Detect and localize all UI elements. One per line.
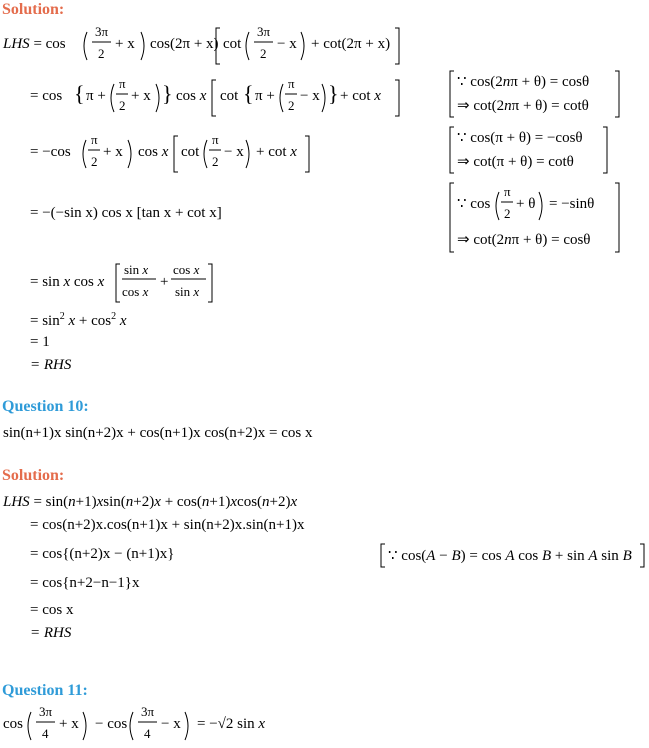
solution1-line3-math xyxy=(30,128,320,178)
svg-text:= −cos: = −cos xyxy=(30,144,71,160)
question11-statement xyxy=(3,700,273,746)
solution2-line3: = cos{(n+2)x − (n+1)x} xyxy=(30,546,175,562)
solution1-line6 xyxy=(30,311,170,331)
svg-text:⇒ cot(2nπ + θ) = cotθ: ⇒ cot(2nπ + θ) = cotθ xyxy=(457,98,589,114)
svg-text:2: 2 xyxy=(119,98,126,113)
svg-text:+ x: + x xyxy=(131,88,151,104)
solution1-note1-math xyxy=(449,70,624,120)
svg-text:2: 2 xyxy=(212,154,219,169)
solution1-note2 xyxy=(449,126,624,176)
svg-text:⇒ cot(2nπ + θ) = cosθ: ⇒ cot(2nπ + θ) = cosθ xyxy=(457,232,591,248)
svg-text:= sin2 x + cos2 x: = $\sin^2 x + \cos^2 x$ xyxy=(30,311,127,329)
svg-text:2: 2 xyxy=(288,98,295,113)
svg-text:= sin x cos x: = sin x cos x xyxy=(30,274,105,290)
svg-text:π: π xyxy=(119,76,126,91)
svg-text:⇒ cot(π + θ) = cotθ: ⇒ cot(π + θ) = cotθ xyxy=(457,154,574,170)
svg-text:4: 4 xyxy=(144,726,151,741)
svg-text:π: π xyxy=(504,184,511,199)
solution1-line6-math xyxy=(30,311,170,331)
svg-text:+ x: + x xyxy=(115,36,135,52)
svg-text:π +: π + xyxy=(86,88,106,104)
svg-text:+: + xyxy=(160,274,169,290)
solution1-line4: = −(−sin x) cos x [tan x + cot x] xyxy=(30,205,222,221)
svg-text:= cos: = cos xyxy=(30,88,63,104)
svg-text:cot: cot xyxy=(181,144,200,160)
svg-text:LHS = cos: LHS = cos xyxy=(3,36,66,52)
solution1-line1-math xyxy=(3,20,403,70)
svg-text:π: π xyxy=(91,132,98,147)
solution2-line1-math xyxy=(3,492,373,512)
solution1-line8: = RHS xyxy=(30,357,72,373)
svg-text:cos x: cos x xyxy=(122,284,149,299)
svg-text:∵ cos(2nπ + θ) = cosθ: ∵ cos(2nπ + θ) = cosθ xyxy=(457,74,590,90)
solution1-note3 xyxy=(449,182,624,254)
svg-text:∵ cos: ∵ cos xyxy=(457,196,491,212)
solution2-line1 xyxy=(3,492,373,512)
svg-text:2: 2 xyxy=(98,46,105,61)
svg-text:}: } xyxy=(162,81,173,106)
svg-text:π +: π + xyxy=(255,88,275,104)
svg-text:+ cot x: + cot x xyxy=(340,88,381,104)
svg-text:3π: 3π xyxy=(95,24,109,39)
solution2-line4: = cos{n+2−n−1}x xyxy=(30,575,140,591)
svg-text:∵ cos(π + θ) = −cosθ: ∵ cos(π + θ) = −cosθ xyxy=(457,130,583,146)
svg-text:{: { xyxy=(243,81,254,106)
solution2-note-math xyxy=(380,543,649,569)
solution1-line7: = 1 xyxy=(30,334,50,350)
svg-text:}: } xyxy=(328,81,339,106)
solution2-line5: = cos x xyxy=(30,602,74,618)
question10-statement: sin(n+1)x sin(n+2)x + cos(n+1)x cos(n+2)x = cos x xyxy=(3,425,313,441)
svg-text:cot: cot xyxy=(223,36,242,52)
solution2-note xyxy=(380,543,649,569)
solution1-note3-math xyxy=(449,182,624,254)
question11-math xyxy=(3,700,273,746)
svg-text:− x: − x xyxy=(161,716,181,732)
svg-text:+ cot x: + cot x xyxy=(256,144,297,160)
svg-text:= −sinθ: = −sinθ xyxy=(549,196,595,212)
solution-heading-1: Solution: xyxy=(2,1,65,18)
svg-text:− x: − x xyxy=(224,144,244,160)
solution1-line3 xyxy=(30,128,320,178)
svg-text:4: 4 xyxy=(42,726,49,741)
solution1-line2-math xyxy=(30,72,390,122)
svg-text:3π: 3π xyxy=(141,704,155,719)
svg-text:∵ cos(A − B) = cos A cos B + s: ∵ cos(A − B) = cos A cos B + sin A sin B xyxy=(388,548,632,564)
svg-text:3π: 3π xyxy=(257,24,271,39)
svg-text:cot: cot xyxy=(220,88,239,104)
svg-text:+ x: + x xyxy=(103,144,123,160)
svg-text:− x: − x xyxy=(300,88,320,104)
question-11-heading: Question 11: xyxy=(2,682,88,699)
solution1-line1 xyxy=(3,20,403,70)
svg-text:sin x: sin x xyxy=(175,284,200,299)
solution-heading-2: Solution: xyxy=(2,467,65,484)
svg-text:+ cot(2π + x): + cot(2π + x) xyxy=(311,36,391,52)
svg-text:{: { xyxy=(74,81,85,106)
svg-text:cos(2π + x): cos(2π + x) xyxy=(150,36,219,52)
solution1-note1 xyxy=(449,70,624,120)
svg-text:2: 2 xyxy=(504,206,511,221)
svg-text:2: 2 xyxy=(91,154,98,169)
svg-text:= −√2 sin x: = −√2 sin x xyxy=(197,716,266,732)
svg-text:− x: − x xyxy=(277,36,297,52)
svg-text:sin x: sin x xyxy=(124,262,149,277)
solution1-line2 xyxy=(30,72,390,122)
svg-text:3π: 3π xyxy=(39,704,53,719)
svg-text:+ θ: + θ xyxy=(516,196,536,212)
solution2-line6: = RHS xyxy=(30,625,72,641)
svg-text:− cos: − cos xyxy=(95,716,128,732)
solution1-line5 xyxy=(30,258,230,308)
svg-text:cos x: cos x xyxy=(138,144,169,160)
svg-text:2: 2 xyxy=(260,46,267,61)
question-10-heading: Question 10: xyxy=(2,398,89,415)
solution2-line2: = cos(n+2)x.cos(n+1)x + sin(n+2)x.sin(n+1)x xyxy=(30,517,305,533)
solution1-note2-math xyxy=(449,126,624,176)
svg-text:cos: cos xyxy=(3,716,23,732)
svg-text:π: π xyxy=(212,132,219,147)
svg-text:π: π xyxy=(288,76,295,91)
svg-text:cos x: cos x xyxy=(173,262,200,277)
svg-text:cos x: cos x xyxy=(176,88,207,104)
svg-text:LHS = sin(n+1)xsin(n+2)x + cos: LHS = sin(n+1)xsin(n+2)x + cos(n+1)xcos(n+2)x xyxy=(3,494,298,510)
svg-text:+ x: + x xyxy=(59,716,79,732)
solution1-line5-math xyxy=(30,258,230,308)
